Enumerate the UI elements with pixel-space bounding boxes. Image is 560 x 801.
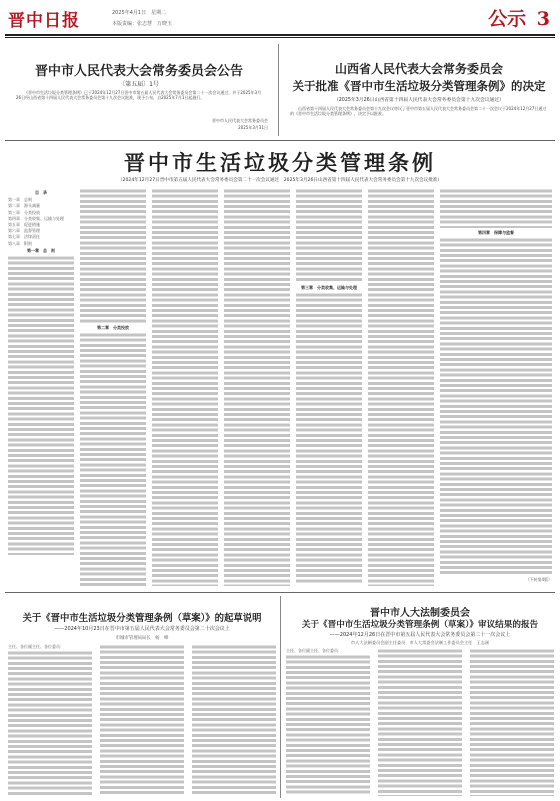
toc-item: 第五章 促进措施 [8,222,40,228]
toc-list [8,197,74,246]
announcement-title: 晋中市人民代表大会常务委员会公告 [34,64,243,79]
masthead-rule-thick [5,34,555,36]
chapter-heading: 第四章 保障与监督 [478,230,514,235]
announcement-number: 〔第五届〕1号 [119,81,159,88]
report-greeting: 主任、各位副主任、各位委员： [286,648,342,653]
decision-title-line2: 关于批准《晋中市生活垃圾分类管理条例》的决定 [292,79,546,93]
regulation-column-5 [296,188,362,586]
report-title-line2: 关于《晋中市生活垃圾分类管理条例（草案）》审议结果的报告 [301,620,539,630]
regulation-title: 晋中市生活垃圾分类管理条例 [124,150,436,175]
divider-above-bottom [5,592,555,593]
explanation-subtitle: ——2024年10月23日在晋中市第五届人民代表大会常务委员会第二十次会议上 [54,626,230,632]
toc-item: 第三章 分类投放 [8,209,40,215]
body-text-placeholder [224,188,290,586]
toc-item: 第八章 附则 [8,240,32,246]
announcement-body: 《晋中市生活垃圾分类管理条例》已于2024年12月27日晋中市第五届人民代表大会常务委员会第二十一次会议通过，并于2025年3月26日经山西省第十四届人民代表大会常务委员会第十九次会议批准，现予公布，自2025年7月1日起施行。 [16,90,262,100]
report-column-1 [286,648,370,796]
announcement-date: 2025年3月31日 [238,125,268,130]
section-name: 公示 [488,8,527,30]
body-text-placeholder [296,188,362,283]
body-text-placeholder [286,654,370,795]
body-text-placeholder [470,648,554,796]
masthead [0,0,560,38]
regulation-column-1 [8,188,74,586]
body-text-placeholder [80,332,146,586]
regulation-column-2 [80,188,146,586]
body-text-placeholder [80,188,146,323]
chapter-heading: 第一章 总 则 [27,247,55,253]
explanation-column-1 [8,644,92,796]
body-text-placeholder [368,188,434,586]
body-text-placeholder [8,255,74,555]
body-text-placeholder [296,292,362,584]
toc-item: 第七章 法律责任 [8,234,40,240]
toc-item: 第四章 分类收集、运输与处理 [8,215,64,221]
vertical-divider-bottom [280,596,281,798]
body-text-placeholder [440,237,552,575]
explanation-column-3 [192,644,276,796]
explanation-column-2 [100,644,184,796]
regulation-subtitle: （2024年12月27日晋中市第五届人民代表大会常务委员会第二十一次会议通过 2025年3月26日山西省第十四届人民代表大会常务委员会第十九次会议批准） [117,178,443,183]
toc-item: 第一章 总则 [8,197,32,203]
body-text-placeholder [378,648,462,796]
decision-block [284,46,554,136]
decision-subtitle: （2025年3月26日山西省第十四届人民代表大会常务委员会第十九次会议通过） [333,98,505,103]
report-block [286,598,554,798]
report-subtitle: ——2024年12月26日在晋中市第五届人民代表大会常务委员会第二十一次会议上 [329,632,511,638]
regulation-column-6 [368,188,434,586]
explanation-block [8,598,276,798]
toc-item: 第六章 监督管理 [8,228,40,234]
report-speaker: 市人大法制委员会副主任委员 市人大常委会法制工作委员会主任 王志刚 [350,640,490,645]
explanation-speaker: 市城市管理局局长 杨 峰 [115,636,169,641]
chapter-heading: 第三章 分类收集、运输与处理 [301,285,357,290]
chapter-heading: 第二章 分类投放 [97,325,129,330]
explanation-greeting: 主任、各位副主任、各位委员： [8,644,64,649]
regulation-column-7 [440,188,552,586]
regulation-column-4 [224,188,290,586]
toc-label: 目 录 [35,190,47,195]
regulation-column-3 [152,188,218,586]
report-column-3 [470,648,554,796]
body-text-placeholder [440,188,552,228]
page-number: 3 [536,8,550,30]
announcement-signature: 晋中市人民代表大会常务委员会 [212,118,268,123]
announcement-block [8,46,270,136]
toc-item: 第二章 源头减量 [8,203,40,209]
decision-body: 山西省第十四届人民代表大会常务委员会第十九次会议审议了晋中市第五届人民代表大会常务委员会第二十一次会议于2024年12月27日通过的《晋中市生活垃圾分类管理条例》，决定予以批准。 [290,106,547,116]
decision-title-line1: 山西省人民代表大会常务委员会 [334,62,503,76]
vertical-divider-top [278,44,279,136]
section-label [488,4,550,31]
newspaper-logo: 晋中日报 [8,11,80,31]
report-title-line1: 晋中市人大法制委员会 [370,608,470,619]
divider-above-main [5,140,555,141]
explanation-title: 关于《晋中市生活垃圾分类管理条例（草案）》的起草说明 [22,613,262,624]
masthead-rule-thin [5,37,555,38]
report-column-2 [378,648,462,796]
continued-note: （下转第4版） [525,577,552,583]
body-text-placeholder [152,188,218,586]
body-text-placeholder [192,644,276,796]
body-text-placeholder [8,650,92,795]
issue-date: 2025年4月1日 星期二 [112,10,167,16]
page-editors: 本版责编：张志慧 万晓玉 [112,21,173,27]
body-text-placeholder [100,644,184,796]
